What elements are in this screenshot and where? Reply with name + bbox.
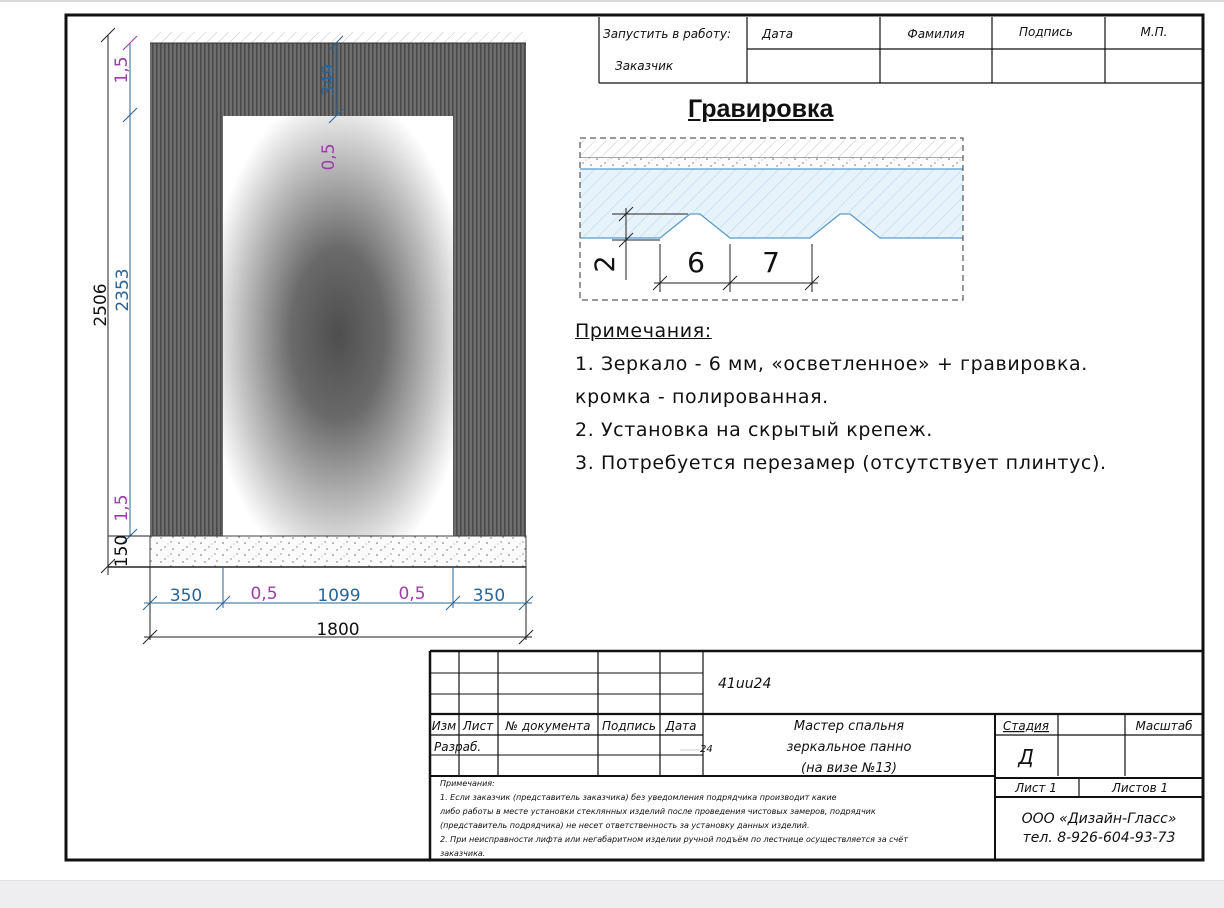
engraving-title: Гравировка [688,95,834,123]
note-line-4: 3. Потребуется перезамер (отсутствует плинтус). [575,452,1107,474]
stamp-note-2: либо работы в месте установки стеклянных изделий после проведения чистовых замеров, подрядчик [440,807,876,816]
notes-heading: Примечания: [575,320,712,342]
stamp-notes-title: Примечания: [440,779,495,788]
stamp-date-suffix: 24 [700,744,713,755]
stamp-phone: тел. 8-926-604-93-73 [1022,830,1176,846]
mirror-panel [223,116,453,536]
stamp-name-line1: Мастер спальня [793,719,905,734]
stamp-name-line3: (на визе №13) [801,761,897,776]
engraving-dim-7: 7 [762,246,780,279]
dim-side-right: 350 [472,586,506,606]
stamp-h-izm: Изм [431,719,457,733]
dim-side-left: 350 [169,586,203,606]
dim-total-width: 1800 [316,620,360,640]
stamp-stage-label: Стадия [1002,719,1050,733]
date-label: Дата [762,27,794,41]
signature-label: Подпись [1019,25,1073,39]
panel-elevation [108,32,526,567]
dim-mirror-width: 1099 [317,586,361,606]
stamp-note-5: заказчика. [440,849,486,858]
stamp-h-sign: Подпись [602,719,656,733]
dim-top-panel: 349 [319,63,339,97]
stamp-note-4: 2. При неисправности лифта или негабаритном изделии ручной подъём по лестнице осуществляется за счёт [440,835,908,844]
stamp-stage-value: Д [1018,745,1034,769]
stamp-razrab: Разраб. [434,740,482,754]
engraving-dim-depth: 2 [590,255,621,273]
stamp-note-1: 1. Если заказчик (представитель заказчика) без уведомления подрядчика производит какие [440,793,837,802]
dim-base: 150 [112,534,132,568]
dim-gap-top-inner: 0,5 [319,143,339,171]
surname-label: Фамилия [907,27,965,41]
dim-total-height: 2506 [91,283,111,327]
stamp-note-3: (представитель подрядчика) не несет ответственность за установку данных изделий. [440,821,810,830]
note-line-3: 2. Установка на скрытый крепеж. [575,419,933,441]
stamp-company: ООО «Дизайн-Гласс» [1021,811,1177,827]
stamp-code: 41uu24 [718,676,772,692]
note-line-1: 1. Зеркало - 6 мм, «осветленное» + гравировка. [575,353,1088,375]
mp-label: М.П. [1140,25,1168,39]
stamp-h-list: Лист [462,719,494,733]
stamp-h-date: Дата [665,719,697,733]
stamp-name-line2: зеркальное панно [786,740,912,755]
right-side-panel [453,43,526,536]
dim-gap-bottom: 1,5 [112,494,132,522]
left-side-panel [150,43,223,536]
stamp-sheet: Лист 1 [1015,781,1057,795]
launch-label: Запустить в работу: [603,27,731,41]
base-plinth [150,536,526,567]
stamp-scale-label: Масштаб [1135,719,1193,733]
note-line-2: кромка - полированная. [575,386,829,408]
dim-mirror-height: 2353 [113,268,133,312]
customer-label: Заказчик [615,59,674,73]
stamp-sheets: Листов 1 [1111,781,1169,795]
dim-gap-right: 0,5 [398,584,426,604]
dim-gap-top-outer: 1,5 [112,56,132,84]
engraving-dim-6: 6 [687,246,705,279]
stamp-h-doc: № документа [505,719,591,733]
dim-gap-left: 0,5 [250,584,278,604]
